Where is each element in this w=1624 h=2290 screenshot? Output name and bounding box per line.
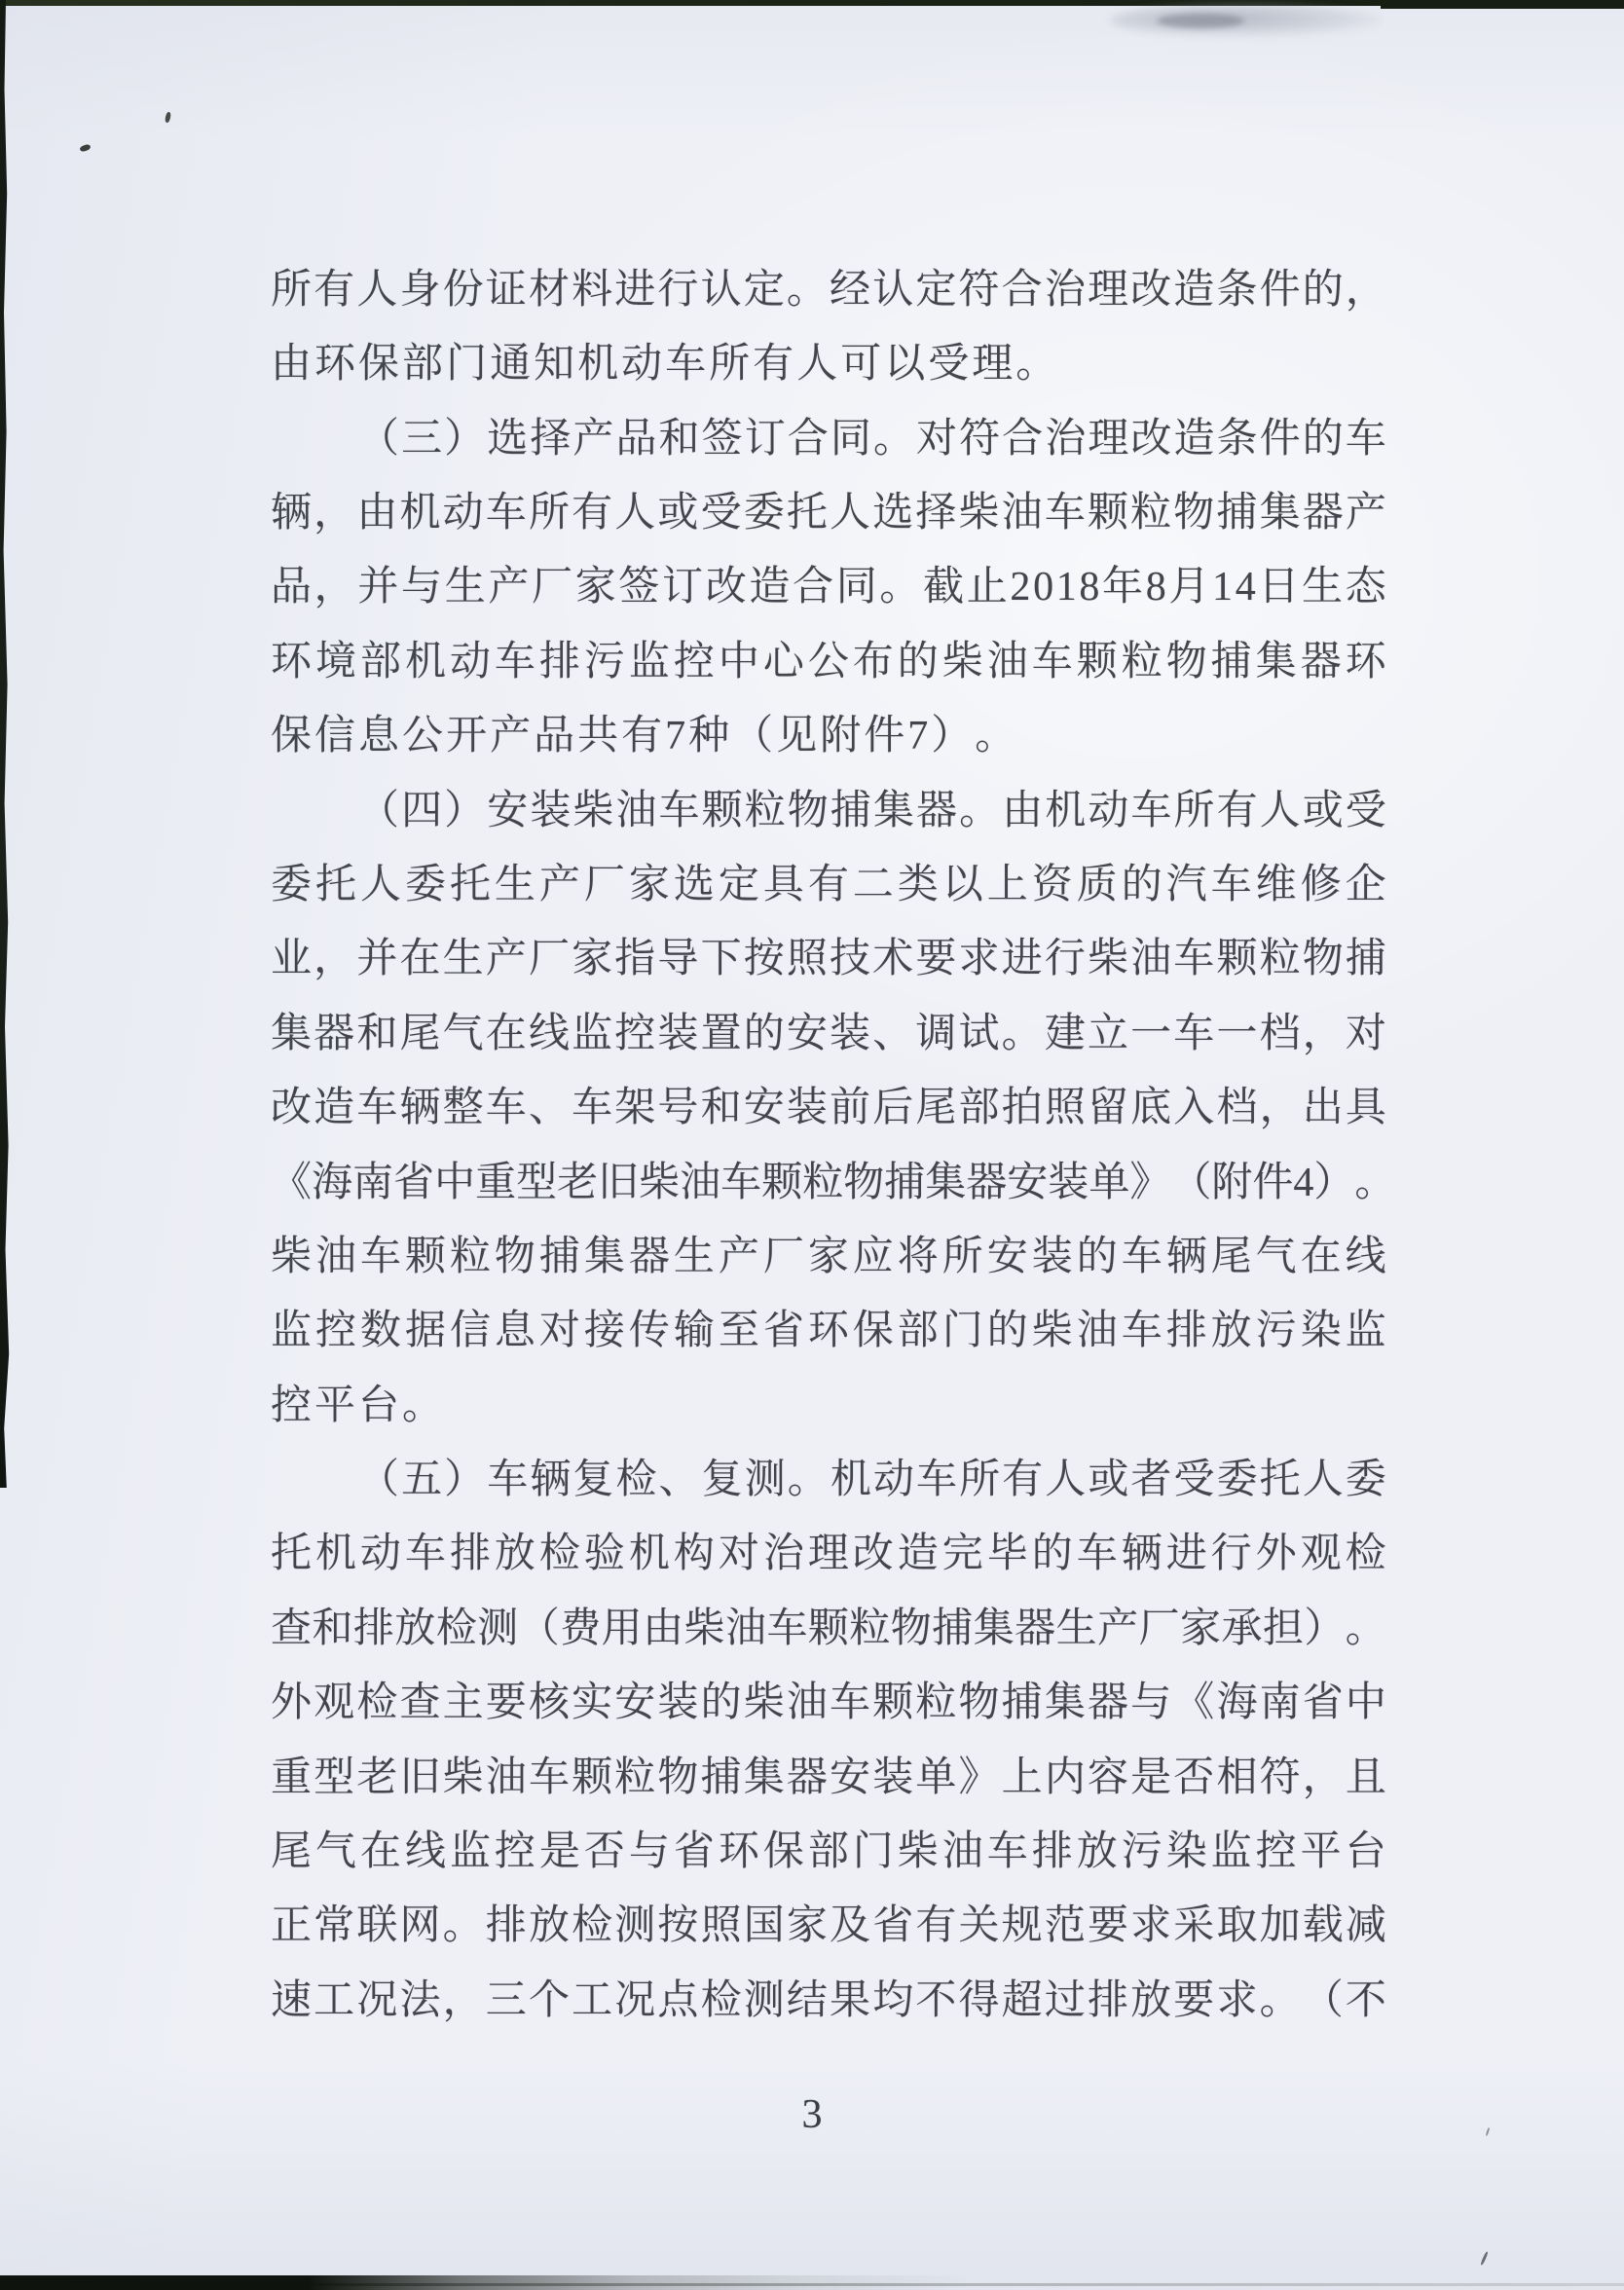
text-line: （ 五 ） 车 辆 复 检 、 复 测 。 机 动 车 所 有 人 或 者 受 委 托 人 委: [358, 1458, 1386, 1502]
text-line: 监 控 数 据 信 息 对 接 传 输 至 省 环 保 部 门 的 柴 油 车 排 放 污 染 监: [271, 1309, 1386, 1353]
text-line: 尾 气 在 线 监 控 是 否 与 省 环 保 部 门 柴 油 车 排 放 污 染 监 控 平 台: [271, 1829, 1386, 1874]
text-line: 正 常 联 网 。 排 放 检 测 按 照 国 家 及 省 有 关 规 范 要 求 采 取 加 载 减: [271, 1903, 1386, 1948]
text-line: 业 ， 并 在 生 产 厂 家 指 导 下 按 照 技 术 要 求 进 行 柴 油 车 颗 粒 物 捕: [271, 937, 1386, 981]
page-number: 3: [801, 2092, 823, 2137]
text-line: 查 和 排 放 检 测 （ 费 用 由 柴 油 车 颗 粒 物 捕 集 器 生 产 厂 家 承 担 ） 。: [271, 1607, 1386, 1651]
text-line: 速 工 况 法 ， 三 个 工 况 点 检 测 结 果 均 不 得 超 过 排 放 要 求 。 （ 不: [271, 1978, 1386, 2023]
text-line: （ 四 ） 安 装 柴 油 车 颗 粒 物 捕 集 器 。 由 机 动 车 所 有 人 或 受: [358, 789, 1386, 833]
text-line: （ 三 ） 选 择 产 品 和 签 订 合 同 。 对 符 合 治 理 改 造 条 件 的 车: [358, 417, 1386, 462]
text-line: 辆 ， 由 机 动 车 所 有 人 或 受 委 托 人 选 择 柴 油 车 颗 粒 物 捕 集 器 产: [271, 491, 1386, 536]
text-line: 委 托 人 委 托 生 产 厂 家 选 定 具 有 二 类 以 上 资 质 的 汽 车 维 修 企: [271, 863, 1386, 907]
text-line: 重 型 老 旧 柴 油 车 颗 粒 物 捕 集 器 安 装 单 》 上 内 容 是 否 相 符 ， 且: [271, 1755, 1386, 1800]
text-line: 品 ， 并 与 生 产 厂 家 签 订 改 造 合 同 。 截 止 2 0 1 8 年 8 月 1 4 日 生 态: [271, 565, 1386, 609]
text-line: 保 信 息 公 开 产 品 共 有 7 种 （ 见 附 件 7 ） 。: [271, 714, 1016, 758]
text-line: 由 环 保 部 门 通 知 机 动 车 所 有 人 可 以 受 理 。: [271, 342, 1057, 387]
text-line: 控 平 台 。: [271, 1384, 444, 1428]
text-line: 改 造 车 辆 整 车 、 车 架 号 和 安 装 前 后 尾 部 拍 照 留 底 入 档 ， 出 具: [271, 1086, 1386, 1130]
text-line: 环 境 部 机 动 车 排 污 监 控 中 心 公 布 的 柴 油 车 颗 粒 物 捕 集 器 环: [271, 640, 1386, 684]
text-line: 托 机 动 车 排 放 检 验 机 构 对 治 理 改 造 完 毕 的 车 辆 进 行 外 观 检: [271, 1532, 1386, 1576]
text-line: 集 器 和 尾 气 在 线 监 控 装 置 的 安 装 、 调 试 。 建 立 一 车 一 档 ， 对: [271, 1012, 1386, 1056]
text-line: 所 有 人 身 份 证 材 料 进 行 认 定 。 经 认 定 符 合 治 理 改 造 条 件 的 ，: [271, 268, 1386, 313]
text-line: 柴 油 车 颗 粒 物 捕 集 器 生 产 厂 家 应 将 所 安 装 的 车 辆 尾 气 在 线: [271, 1235, 1386, 1279]
text-line: 《 海 南 省 中 重 型 老 旧 柴 油 车 颗 粒 物 捕 集 器 安 装 单 》 （ 附 件 4 ） 。: [271, 1161, 1396, 1205]
text-line: 外 观 检 查 主 要 核 实 安 装 的 柴 油 车 颗 粒 物 捕 集 器 与 《 海 南 省 中: [271, 1681, 1386, 1725]
